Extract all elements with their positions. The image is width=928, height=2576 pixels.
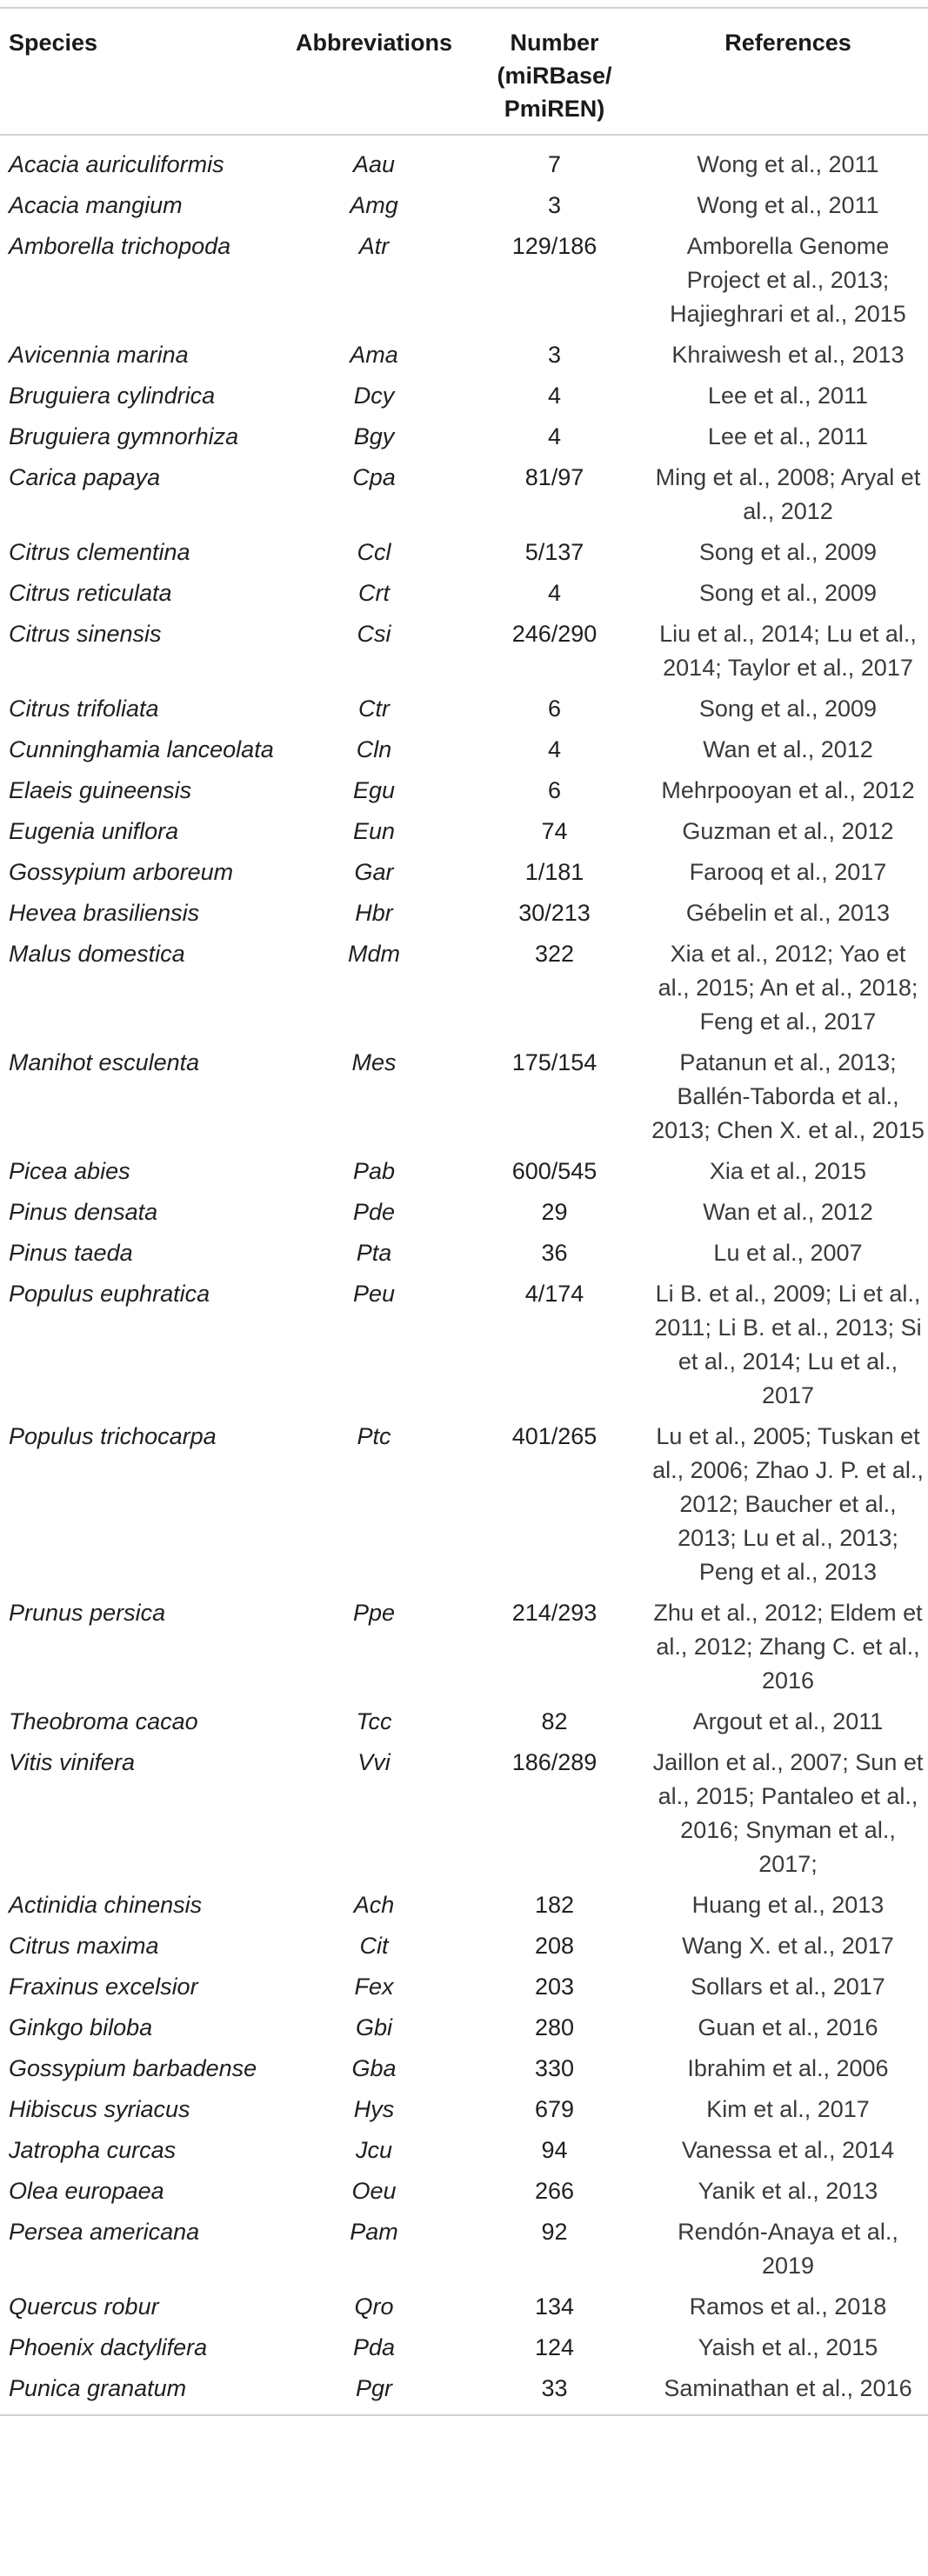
reference-cell: Farooq et al., 2017 <box>689 859 887 885</box>
species-cell: Vitis vinifera <box>9 1749 136 1775</box>
table-row <box>0 2171 928 2212</box>
number-cell: 186/289 <box>511 1749 598 1775</box>
abbreviation-cell: Ach <box>353 1892 395 1918</box>
abbreviation-cell: Pda <box>352 2334 396 2360</box>
reference-cell: Zhu et al., 2012; Eldem et al., 2012; Zhang C. et al., 2016 <box>653 1600 923 1694</box>
abbreviation-cell: Peu <box>352 1281 396 1307</box>
reference-cell: Jaillon et al., 2007; Sun et al., 2015; Pantaleo et al., 2016; Snyman et al., 2017; <box>652 1749 924 1877</box>
abbreviation-cell: Ccl <box>357 539 391 565</box>
table-header <box>0 8 928 135</box>
species-cell: Gossypium arboreum <box>9 859 234 885</box>
number-cell: 30/213 <box>518 900 591 926</box>
number-cell: 330 <box>534 2055 575 2081</box>
abbreviation-cell: Vvi <box>357 1749 391 1775</box>
table-row <box>0 1151 928 1192</box>
header-row <box>0 8 928 135</box>
abbreviation-cell: Aau <box>352 151 396 177</box>
reference-cell: Ibrahim et al., 2006 <box>687 2055 889 2081</box>
species-cell: Actinidia chinensis <box>9 1892 203 1918</box>
table-row <box>0 185 928 226</box>
species-cell: Citrus clementina <box>9 539 190 565</box>
species-cell: Avicennia marina <box>9 342 189 368</box>
reference-cell: Liu et al., 2014; Lu et al., 2014; Taylor et al., 2017 <box>659 621 917 681</box>
abbreviation-cell: Tcc <box>356 1708 392 1734</box>
reference-cell: Wong et al., 2011 <box>697 192 879 218</box>
species-cell: Pinus taeda <box>9 1240 133 1266</box>
table-row <box>0 2089 928 2130</box>
abbreviation-cell: Ctr <box>358 696 390 722</box>
table-row <box>0 770 928 811</box>
reference-cell: Vanessa et al., 2014 <box>681 2137 895 2163</box>
table-row <box>0 1274 928 1416</box>
species-cell: Pinus densata <box>9 1199 158 1225</box>
species-cell: Manihot esculenta <box>9 1049 200 1075</box>
reference-cell: Wan et al., 2012 <box>703 736 873 762</box>
abbreviation-cell: Gbi <box>355 2014 393 2040</box>
species-cell: Bruguiera gymnorhiza <box>9 423 239 449</box>
number-cell: 203 <box>534 1974 575 2000</box>
number-cell: 134 <box>534 2293 575 2320</box>
species-cell: Malus domestica <box>9 941 185 967</box>
abbreviation-cell: Pta <box>356 1240 392 1266</box>
table-row <box>0 1967 928 2007</box>
number-cell: 81/97 <box>524 464 584 490</box>
number-cell: 4/174 <box>524 1281 584 1307</box>
table-row <box>0 1416 928 1593</box>
species-cell: Citrus reticulata <box>9 580 172 606</box>
table-row <box>0 1192 928 1233</box>
number-cell: 94 <box>541 2137 568 2163</box>
table-row <box>0 2212 928 2286</box>
table-row <box>0 1593 928 1701</box>
number-cell: 6 <box>547 777 562 803</box>
reference-cell: Yanik et al., 2013 <box>698 2178 878 2204</box>
number-cell: 5/137 <box>524 539 584 565</box>
species-cell: Gossypium barbadense <box>9 2055 257 2081</box>
species-cell: Citrus trifoliata <box>9 696 159 722</box>
table-row <box>0 532 928 573</box>
table-row <box>0 2286 928 2327</box>
table-row <box>0 2327 928 2368</box>
table-row <box>0 1042 928 1151</box>
abbreviation-cell: Mdm <box>348 941 400 967</box>
number-cell: 322 <box>534 941 575 967</box>
reference-cell: Ramos et al., 2018 <box>689 2293 887 2320</box>
reference-cell: Lu et al., 2007 <box>713 1240 863 1266</box>
species-cell: Persea americana <box>9 2219 200 2245</box>
species-cell: Amborella trichopoda <box>9 233 231 259</box>
number-cell: 679 <box>534 2096 575 2122</box>
number-cell: 129/186 <box>511 233 598 259</box>
table-row <box>0 135 928 185</box>
table-row <box>0 729 928 770</box>
reference-cell: Huang et al., 2013 <box>691 1892 885 1918</box>
reference-cell: Lee et al., 2011 <box>707 383 869 409</box>
abbreviation-cell: Ppe <box>352 1600 396 1626</box>
species-cell: Picea abies <box>9 1158 130 1184</box>
species-cell: Hevea brasiliensis <box>9 900 200 926</box>
species-cell: Populus trichocarpa <box>9 1423 217 1449</box>
reference-cell: Wong et al., 2011 <box>697 151 879 177</box>
reference-cell: Li B. et al., 2009; Li et al., 2011; Li B. et al., 2013; Si et al., 2014; Lu et al., 2017 <box>654 1281 922 1408</box>
number-cell: 246/290 <box>511 621 598 647</box>
species-cell: Jatropha curcas <box>9 2137 177 2163</box>
species-cell: Ginkgo biloba <box>9 2014 153 2040</box>
number-cell: 36 <box>541 1240 568 1266</box>
species-cell: Elaeis guineensis <box>9 777 192 803</box>
abbreviation-cell: Oeu <box>351 2178 397 2204</box>
reference-cell: Gébelin et al., 2013 <box>685 900 891 926</box>
abbreviation-cell: Pde <box>352 1199 396 1225</box>
species-cell: Fraxinus excelsior <box>9 1974 198 2000</box>
abbreviation-cell: Cpa <box>352 464 396 490</box>
number-cell: 266 <box>534 2178 575 2204</box>
species-cell: Acacia mangium <box>9 192 183 218</box>
table-row <box>0 1701 928 1742</box>
species-cell: Hibiscus syriacus <box>9 2096 190 2122</box>
table-row <box>0 893 928 934</box>
reference-cell: Patanun et al., 2013; Ballén-Taborda et al., 2013; Chen X. et al., 2015 <box>651 1049 925 1143</box>
table-row <box>0 573 928 614</box>
number-cell: 4 <box>547 580 562 606</box>
reference-cell: Kim et al., 2017 <box>706 2096 870 2122</box>
number-cell: 208 <box>534 1933 575 1959</box>
abbreviation-cell: Dcy <box>353 383 395 409</box>
reference-cell: Saminathan et al., 2016 <box>648 2368 928 2415</box>
number-cell: 401/265 <box>511 1423 598 1449</box>
reference-cell: Lu et al., 2005; Tuskan et al., 2006; Zhao J. P. et al., 2012; Baucher et al., 2013; Lu et al., 2013; Peng et al., 2013 <box>652 1423 924 1585</box>
table-row <box>0 811 928 852</box>
abbreviations-column-header: Abbreviations <box>287 8 461 135</box>
reference-cell: Khraiwesh et al., 2013 <box>671 342 905 368</box>
reference-cell: Rendón-Anaya et al., 2019 <box>678 2219 898 2279</box>
number-cell: 4 <box>547 383 562 409</box>
number-cell: 214/293 <box>511 1600 598 1626</box>
species-column-header: Species <box>0 8 287 135</box>
table-row <box>0 2130 928 2171</box>
species-cell: Olea europaea <box>9 2178 164 2204</box>
species-mirna-table <box>0 7 928 2416</box>
abbreviation-cell: Csi <box>357 621 391 647</box>
abbreviation-cell: Amg <box>350 192 398 218</box>
reference-cell: Xia et al., 2012; Yao et al., 2015; An et al., 2018; Feng et al., 2017 <box>658 941 918 1035</box>
reference-cell: Sollars et al., 2017 <box>691 1974 885 2000</box>
species-cell: Eugenia uniflora <box>9 818 179 844</box>
species-cell: Carica papaya <box>9 464 161 490</box>
abbreviation-cell: Hbr <box>355 900 393 926</box>
table-row <box>0 1233 928 1274</box>
reference-cell: Lee et al., 2011 <box>707 423 869 449</box>
number-cell: 4 <box>547 423 562 449</box>
species-cell: Theobroma cacao <box>9 1708 198 1734</box>
species-cell: Citrus maxima <box>9 1933 159 1959</box>
abbreviation-cell: Cit <box>359 1933 389 1959</box>
reference-cell: Song et al., 2009 <box>698 539 878 565</box>
reference-cell: Song et al., 2009 <box>698 580 878 606</box>
abbreviation-cell: Gar <box>354 859 394 885</box>
table-row <box>0 1926 928 1967</box>
number-column-header: Number (miRBase/ PmiREN) <box>461 8 648 135</box>
abbreviation-cell: Qro <box>354 2293 394 2320</box>
species-cell: Populus euphratica <box>9 1281 210 1307</box>
species-cell: Cunninghamia lanceolata <box>9 736 274 762</box>
reference-cell: Song et al., 2009 <box>698 696 878 722</box>
table-row <box>0 2007 928 2048</box>
references-column-header: References <box>648 8 928 135</box>
number-cell: 6 <box>547 696 562 722</box>
reference-cell: Mehrpooyan et al., 2012 <box>661 777 915 803</box>
reference-cell: Wang X. et al., 2017 <box>682 1933 894 1959</box>
reference-cell: Wan et al., 2012 <box>703 1199 873 1225</box>
species-cell: Prunus persica <box>9 1600 166 1626</box>
abbreviation-cell: Fex <box>354 1974 394 2000</box>
abbreviation-cell: Pab <box>352 1158 396 1184</box>
abbreviation-cell: Pam <box>350 2219 398 2245</box>
number-cell: 4 <box>547 736 562 762</box>
table-row <box>0 376 928 416</box>
table-row <box>0 934 928 1042</box>
abbreviation-cell: Crt <box>358 580 390 606</box>
number-cell: 3 <box>547 342 562 368</box>
reference-cell: Ming et al., 2008; Aryal et al., 2012 <box>655 464 921 524</box>
species-cell: Acacia auriculiformis <box>9 151 224 177</box>
species-cell: Punica granatum <box>0 2368 287 2415</box>
species-cell: Bruguiera cylindrica <box>9 383 216 409</box>
number-cell: 7 <box>547 151 562 177</box>
table-row <box>0 614 928 689</box>
number-cell: 74 <box>541 818 568 844</box>
table-row <box>0 416 928 457</box>
abbreviation-cell: Atr <box>358 233 390 259</box>
table-row <box>0 2048 928 2089</box>
table-row <box>0 335 928 376</box>
abbreviation-cell: Egu <box>352 777 396 803</box>
species-cell: Citrus sinensis <box>9 621 162 647</box>
abbreviation-cell: Gba <box>351 2055 397 2081</box>
reference-cell: Guan et al., 2016 <box>698 2014 878 2040</box>
abbreviation-cell: Ama <box>350 342 398 368</box>
table-row <box>0 1885 928 1926</box>
number-cell: 92 <box>541 2219 568 2245</box>
reference-cell: Argout et al., 2011 <box>692 1708 884 1734</box>
number-cell: 3 <box>547 192 562 218</box>
number-cell: 600/545 <box>511 1158 598 1184</box>
reference-cell: Amborella Genome Project et al., 2013; Hajieghrari et al., 2015 <box>670 233 906 327</box>
abbreviation-cell: Cln <box>356 736 392 762</box>
reference-cell: Xia et al., 2015 <box>709 1158 867 1184</box>
species-cell: Quercus robur <box>9 2293 159 2320</box>
table-row <box>0 226 928 335</box>
number-cell: 124 <box>534 2334 575 2360</box>
number-cell: 33 <box>461 2368 648 2415</box>
abbreviation-cell: Bgy <box>353 423 395 449</box>
number-cell: 280 <box>534 2014 575 2040</box>
species-cell: Phoenix dactylifera <box>9 2334 208 2360</box>
table-row <box>0 457 928 532</box>
table-row <box>0 689 928 729</box>
abbreviation-cell: Hys <box>353 2096 395 2122</box>
number-cell: 29 <box>541 1199 568 1225</box>
table-row <box>0 852 928 893</box>
abbreviation-cell: Eun <box>352 818 396 844</box>
reference-cell: Yaish et al., 2015 <box>698 2334 878 2360</box>
table-body <box>0 135 928 2415</box>
number-cell: 1/181 <box>524 859 584 885</box>
table-row <box>0 2368 928 2415</box>
abbreviation-cell: Pgr <box>287 2368 461 2415</box>
number-cell: 82 <box>541 1708 568 1734</box>
abbreviation-cell: Ptc <box>357 1423 391 1449</box>
abbreviation-cell: Jcu <box>355 2137 393 2163</box>
reference-cell: Guzman et al., 2012 <box>682 818 894 844</box>
abbreviation-cell: Mes <box>351 1049 397 1075</box>
number-cell: 175/154 <box>511 1049 598 1075</box>
number-cell: 182 <box>534 1892 575 1918</box>
table-row <box>0 1742 928 1885</box>
